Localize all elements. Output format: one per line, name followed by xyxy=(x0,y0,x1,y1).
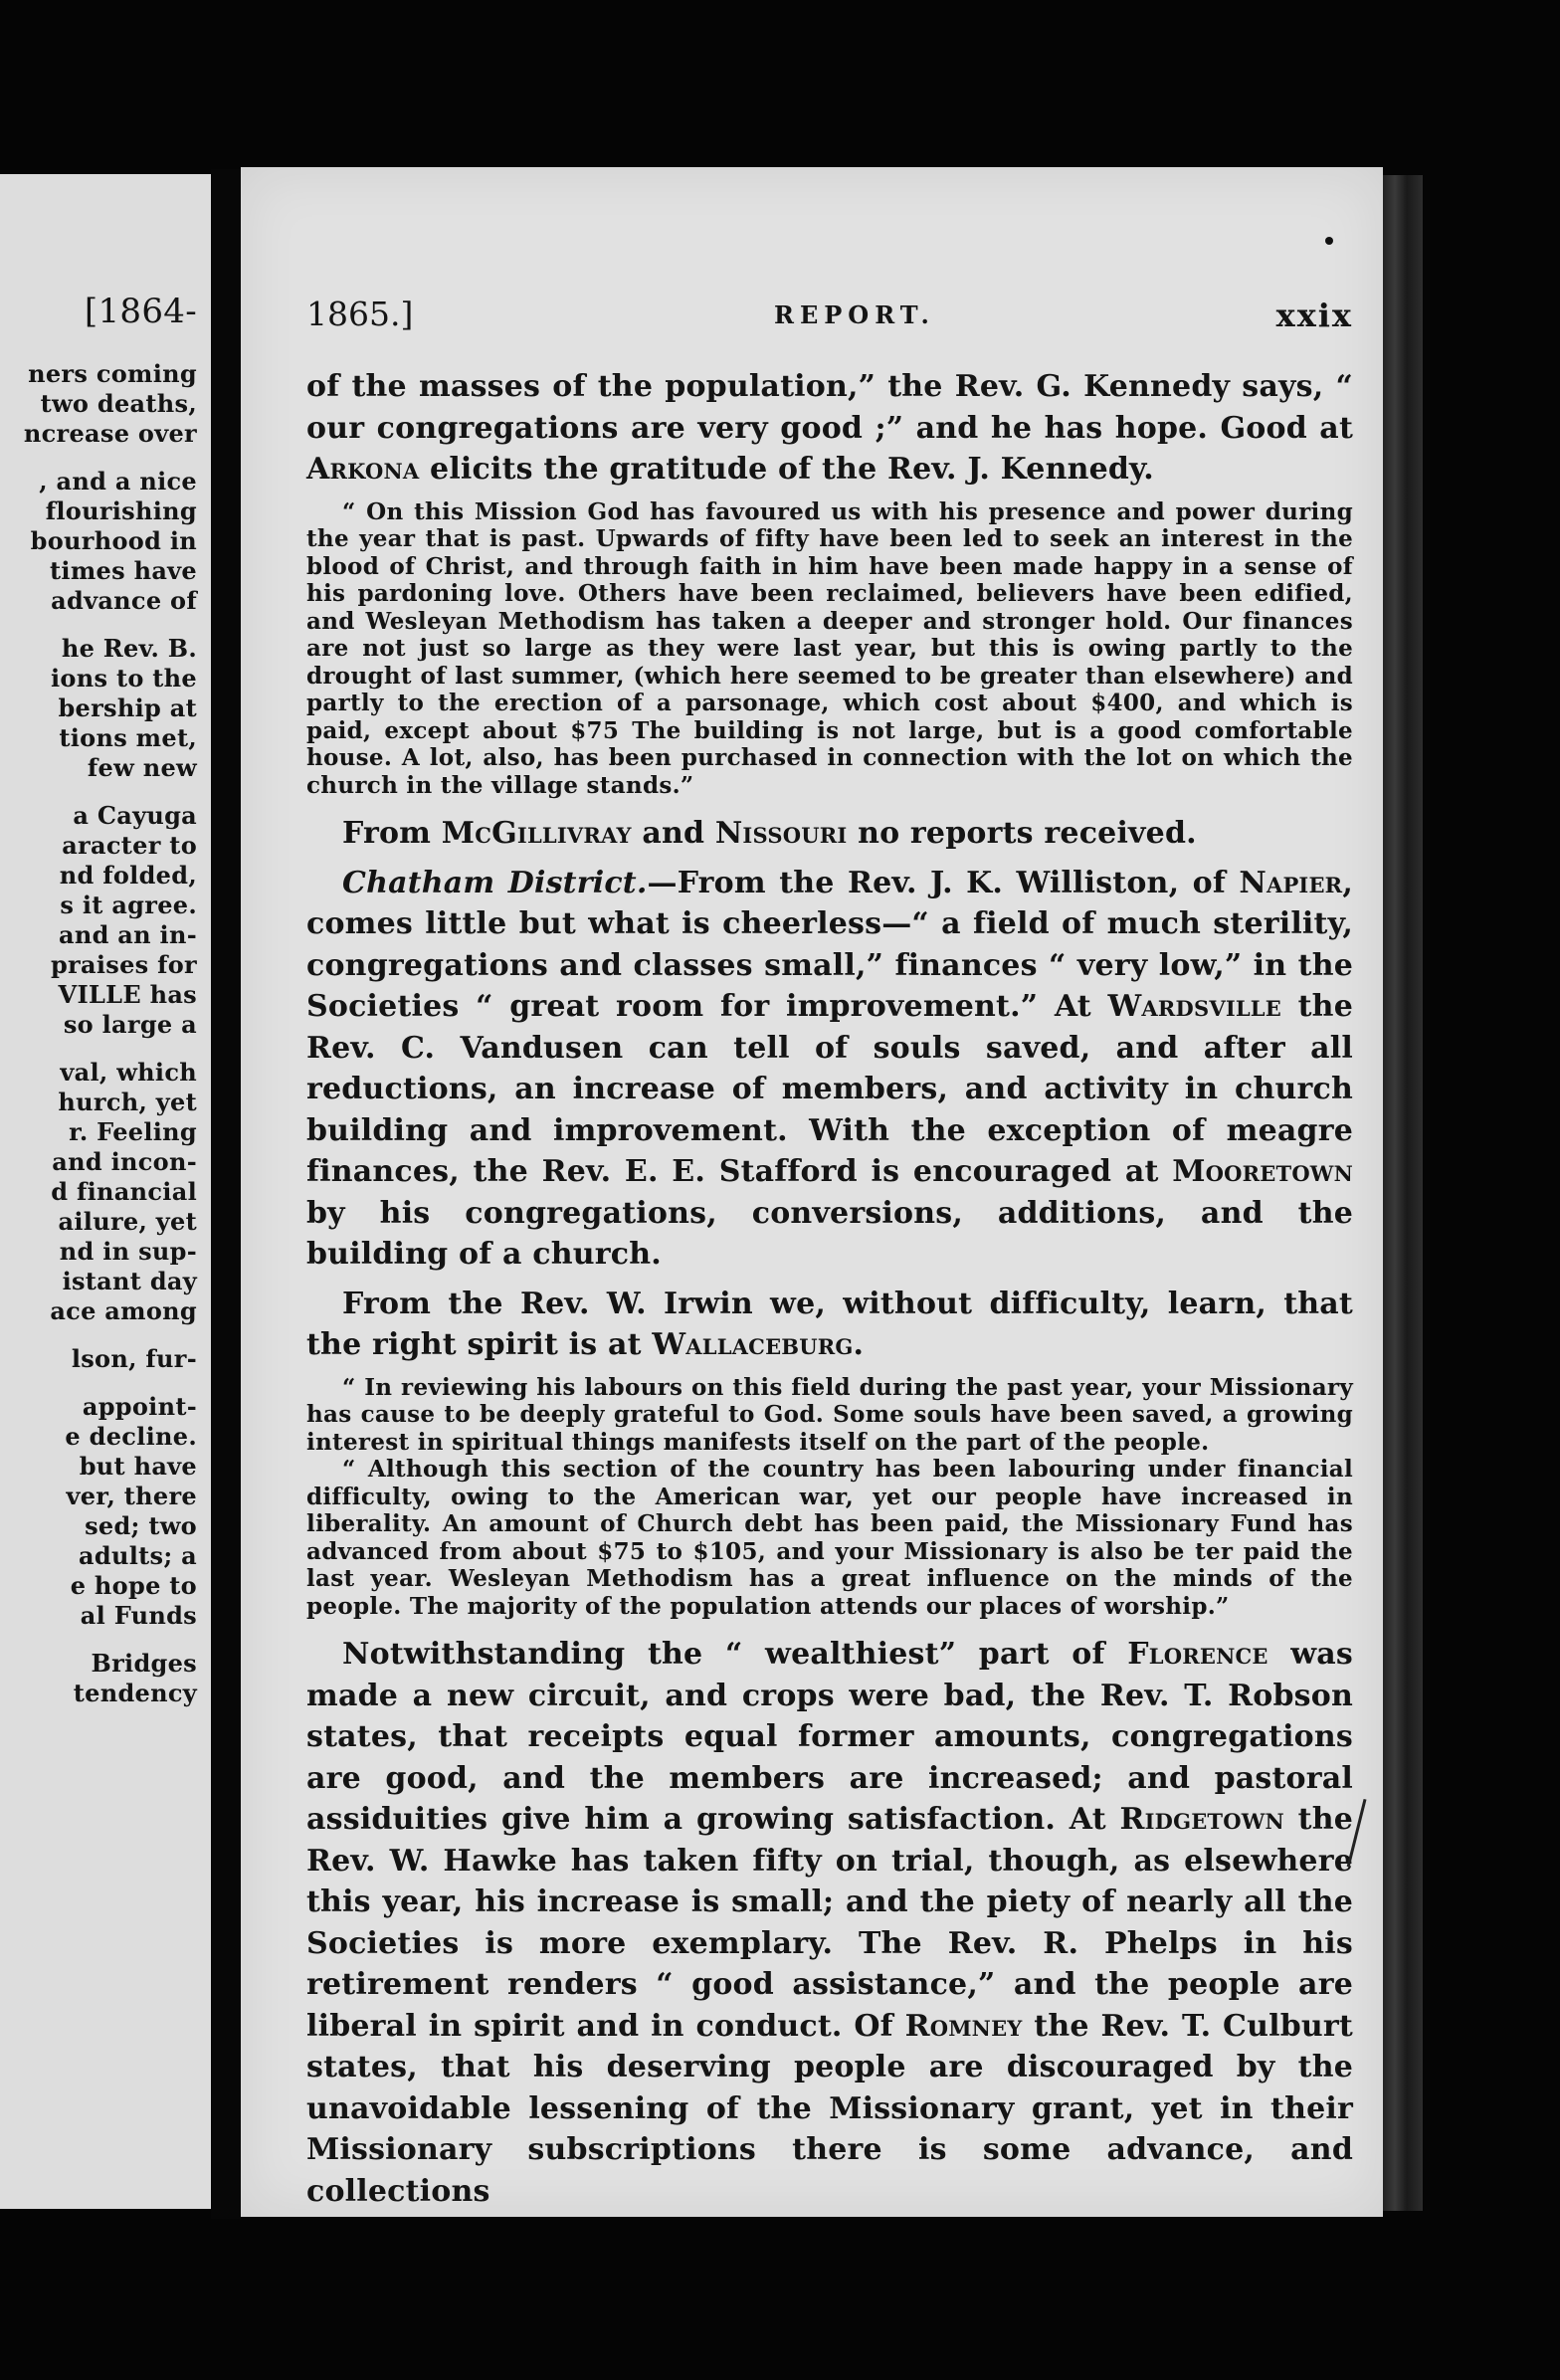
left-page-line: and incon- xyxy=(52,1147,197,1176)
left-page-line: nd folded, xyxy=(59,861,197,890)
place-name: Napier xyxy=(1239,865,1343,900)
left-page-line: lson, fur- xyxy=(71,1344,197,1373)
place-name: Florence xyxy=(1127,1637,1268,1672)
place-name: Arkona xyxy=(306,452,420,487)
header-year: 1865.] xyxy=(306,295,414,333)
left-page-line: ailure, yet xyxy=(58,1207,197,1236)
left-page-line: ions to the xyxy=(51,664,197,693)
place-name: Ridgetown xyxy=(1119,1802,1284,1837)
district-heading: Chatham District. xyxy=(342,865,648,900)
left-page-line: e decline. xyxy=(65,1422,197,1451)
left-page-line: he Rev. B. xyxy=(61,634,197,663)
quotation-3: “ Although this section of the country has been labouring under financial difficulty, owing to the American war, yet our people have increased in liberality. An amount of Church debt has been paid, the Missionary Fund has advanced from about $75 to $105, and your Missionary is also be ter paid the last year. Wesleyan Methodism has a great influence on the minds of the people. The majority of the population attends our places of worship.” xyxy=(306,1456,1353,1620)
left-page-line: bourhood in xyxy=(30,526,197,555)
place-name: Wallaceburg xyxy=(652,1327,854,1362)
left-page-line: Bridges xyxy=(91,1649,197,1678)
left-page-line: , and a nice xyxy=(39,467,197,496)
right-page xyxy=(241,167,1383,2217)
quotation-1: “ On this Mission God has favoured us with his presence and power during the year that is past. Upwards of fifty have been led to seek an interest in the blood of Christ, and through faith in him have been made happy in a sense of his pardoning love. Others have been reclaimed, believers have been edified, and Wesleyan Methodism has taken a deeper and stronger hold. Our finances are not just so large as they were last year, but this is owing partly to the drought of last summer, (which here seemed to be greater than elsewhere) and partly to the erection of a parsonage, which cost about $400, and which is paid, except about $75 The building is not large, but is a good comfortable house. A lot, also, has been purchased in connection with the lot on which the church in the village stands.” xyxy=(306,497,1353,799)
left-page-line: ver, there xyxy=(66,1482,197,1510)
running-head xyxy=(306,295,1353,338)
left-page-line: ncrease over xyxy=(23,419,197,448)
left-page-line: istant day xyxy=(62,1267,197,1295)
header-title: REPORT. xyxy=(774,300,935,329)
place-name: Romney xyxy=(904,2008,1023,2044)
left-page-line: few new xyxy=(87,753,197,782)
paper-speck xyxy=(1325,237,1333,245)
left-page-line: so large a xyxy=(63,1010,197,1039)
paragraph-5: Notwithstanding the “ wealthiest” part of Florence was made a new circuit, and crops were bad, the Rev. T. Robson states, that receipts equal former amounts, congregations are good, and the members are increased; and pastoral assiduities give him a growing satisfaction. At Ridgetown the Rev. W. Hawke has taken fifty on trial, though, as elsewhere this year, his increase is small; and the piety of nearly all the Societies is more exemplary. The Rev. R. Phelps in his retirement renders “ good assistance,” and the people are liberal in spirit and in conduct. Of Romney the Rev. T. Culburt states, that his deserving people are discouraged by the unavoidable lessening of the Missionary grant, yet in their Missionary subscriptions there is some advance, and collections xyxy=(306,1637,1353,2209)
place-name: McGillivray xyxy=(441,816,632,851)
paragraph-4: From the Rev. W. Irwin we, without difficulty, learn, that the right spirit is at Wallaceburg. xyxy=(306,1286,1353,1362)
left-page-line: and an in- xyxy=(58,920,197,949)
left-page-line: two deaths, xyxy=(40,389,197,418)
paragraph-1: of the masses of the population,” the Rev. G. Kennedy says, “ our congregations are very good ;” and he has hope. Good at Arkona elicits the gratitude of the Rev. J. Kennedy. xyxy=(306,369,1353,487)
left-page-line: praises for xyxy=(50,950,197,979)
left-page-line: al Funds xyxy=(80,1601,197,1630)
paragraph-3: Chatham District.—From the Rev. J. K. Williston, of Napier, comes little but what is cheerless—“ a field of much sterility, congregations and classes small,” finances “ very low,” in the Societies “ great room for improvement.” At Wardsville the Rev. C. Vandusen can tell of souls saved, and after all reductions, an increase of members, and activity in church building and improvement. With the exception of meagre finances, the Rev. E. E. Stafford is encouraged at Mooretown by his congregations, conversions, additions, and the building of a church. xyxy=(306,865,1353,1272)
left-page-line: s it agree. xyxy=(60,891,197,919)
book-gutter xyxy=(211,169,241,2219)
place-name: Mooretown xyxy=(1172,1154,1353,1189)
left-page-line: adults; a xyxy=(79,1541,197,1570)
left-page-line: but have xyxy=(79,1452,197,1481)
left-page-line: d financial xyxy=(51,1177,197,1206)
left-page-line: times have xyxy=(50,556,197,585)
left-page-line: hurch, yet xyxy=(58,1088,197,1116)
left-page-line: sed; two xyxy=(85,1511,197,1540)
left-page-line: val, which xyxy=(60,1058,197,1087)
place-name: Nissouri xyxy=(714,816,848,851)
page-edge xyxy=(1383,175,1423,2211)
left-page-line: VILLE has xyxy=(58,980,197,1009)
left-page-line: tions met, xyxy=(59,723,197,752)
place-name: Wardsville xyxy=(1107,989,1281,1024)
left-page-line: ace among xyxy=(50,1296,197,1325)
quotation-2: “ In reviewing his labours on this field during the past year, your Missionary has cause to be deeply grateful to God. Some souls have been saved, a growing interest in spiritual things manifests itself on the part of the people. xyxy=(306,1373,1353,1456)
left-page-line: bership at xyxy=(58,694,197,722)
page-number: xxix xyxy=(1275,297,1353,334)
left-page-header: [1864- xyxy=(84,292,197,331)
left-page-line: aracter to xyxy=(62,831,197,860)
left-page-line: appoint- xyxy=(82,1392,197,1421)
body-text xyxy=(306,366,1353,2212)
left-page-line: flourishing xyxy=(45,496,197,525)
left-page-line: e hope to xyxy=(70,1571,197,1600)
left-page-line: a Cayuga xyxy=(73,801,197,830)
left-page-line: r. Feeling xyxy=(69,1117,197,1146)
paragraph-2: From McGillivray and Nissouri no reports received. xyxy=(342,816,1197,851)
left-page-line: tendency xyxy=(73,1679,197,1707)
left-page-line: ners coming xyxy=(28,359,197,388)
left-page-line: advance of xyxy=(51,586,197,615)
left-page xyxy=(0,174,211,2209)
left-page-line: nd in sup- xyxy=(59,1237,197,1266)
